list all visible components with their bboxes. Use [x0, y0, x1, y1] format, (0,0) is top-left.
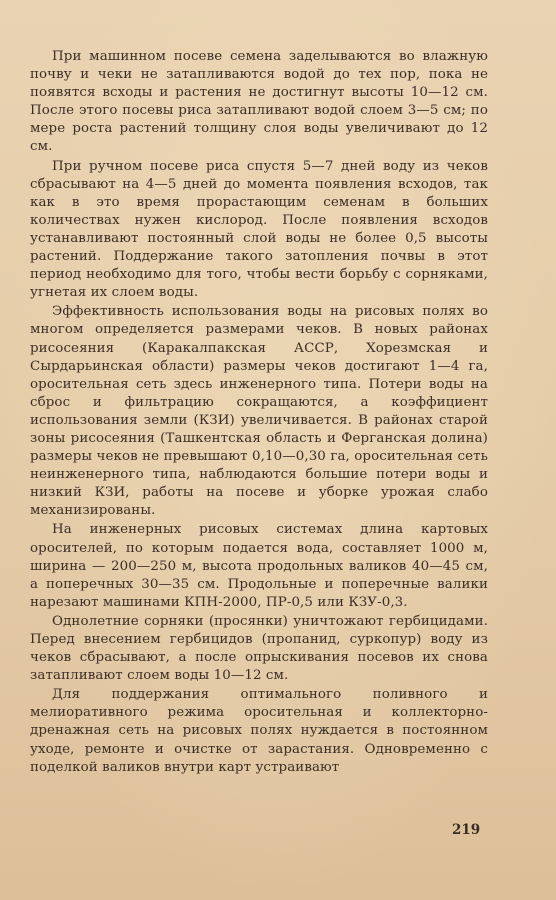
paragraph-6: Для поддержания оптимального поливного и мелиоративного режима оросительная и коллекторно-дренажная сеть на рисовых полях нуждается в постоянном уходе, ремонте и очистке от зарастания. Одновременно с поделкой валиков внутри карт устраивают — [30, 687, 488, 775]
paragraph-3: Эффективность использования воды на рисовых полях во многом определяется размерами чеков. В новых районах рисосеяния (Каракалпакская АССР, Хорезмская и Сырдарьинская области) размеры чеков достигают 1—4 га, оросительная сеть здесь инженерного типа. Потери воды на сброс и фильтрацию сокращаются, а коэффициент использования земли (КЗИ) увеличивается. В районах старой зоны рисосеяния (Ташкентская область и Ферганская долина) размеры чеков не превышают 0,10—0,30 га, оросительная сеть неинженерного типа, наблюдаются большие потери воды и низкий КЗИ, работы на посеве и уборке урожая слабо механизированы. — [30, 304, 488, 519]
paragraph-4: На инженерных рисовых системах длина картовых оросителей, по которым подается вода, составляет 1000 м, ширина — 200—250 м, высота продольных валиков 40—45 см, а поперечных 30—35 см. Продольные и поперечные валики нарезают машинами КПН-2000, ПР-0,5 или КЗУ-0,3. — [30, 522, 488, 610]
paragraph-1: При машинном посеве семена заделываются во влажную почву и чеки не затапливаются водой до тех пор, пока не появятся всходы и растения не достигнут высоты 10—12 см. После этого посевы риса затапливают водой слоем 3—5 см; по мере роста растений толщину слоя воды увеличивают до 12 см. — [30, 49, 488, 155]
body-text — [30, 48, 488, 778]
paragraph-2: При ручном посеве риса спустя 5—7 дней воду из чеков сбрасывают на 4—5 дней до момента появления всходов, так как в это время прорастающим семенам в больших количествах нужен кислород. После появления всходов устанавливают постоянный слой воды не более 0,5 высоты растений. Поддержание такого затопления почвы в этот период необходимо для того, чтобы вести борьбу с сорняками, угнетая их слоем воды. — [30, 158, 488, 301]
paragraph-5: Однолетние сорняки (просянки) уничтожают гербицидами. Перед внесением гербицидов (пропанид, суркопур) воду из чеков сбрасывают, а после опрыскивания посевов их снова затапливают слоем воды 10—12 см. — [30, 613, 488, 684]
page-number: 219 — [452, 822, 481, 838]
